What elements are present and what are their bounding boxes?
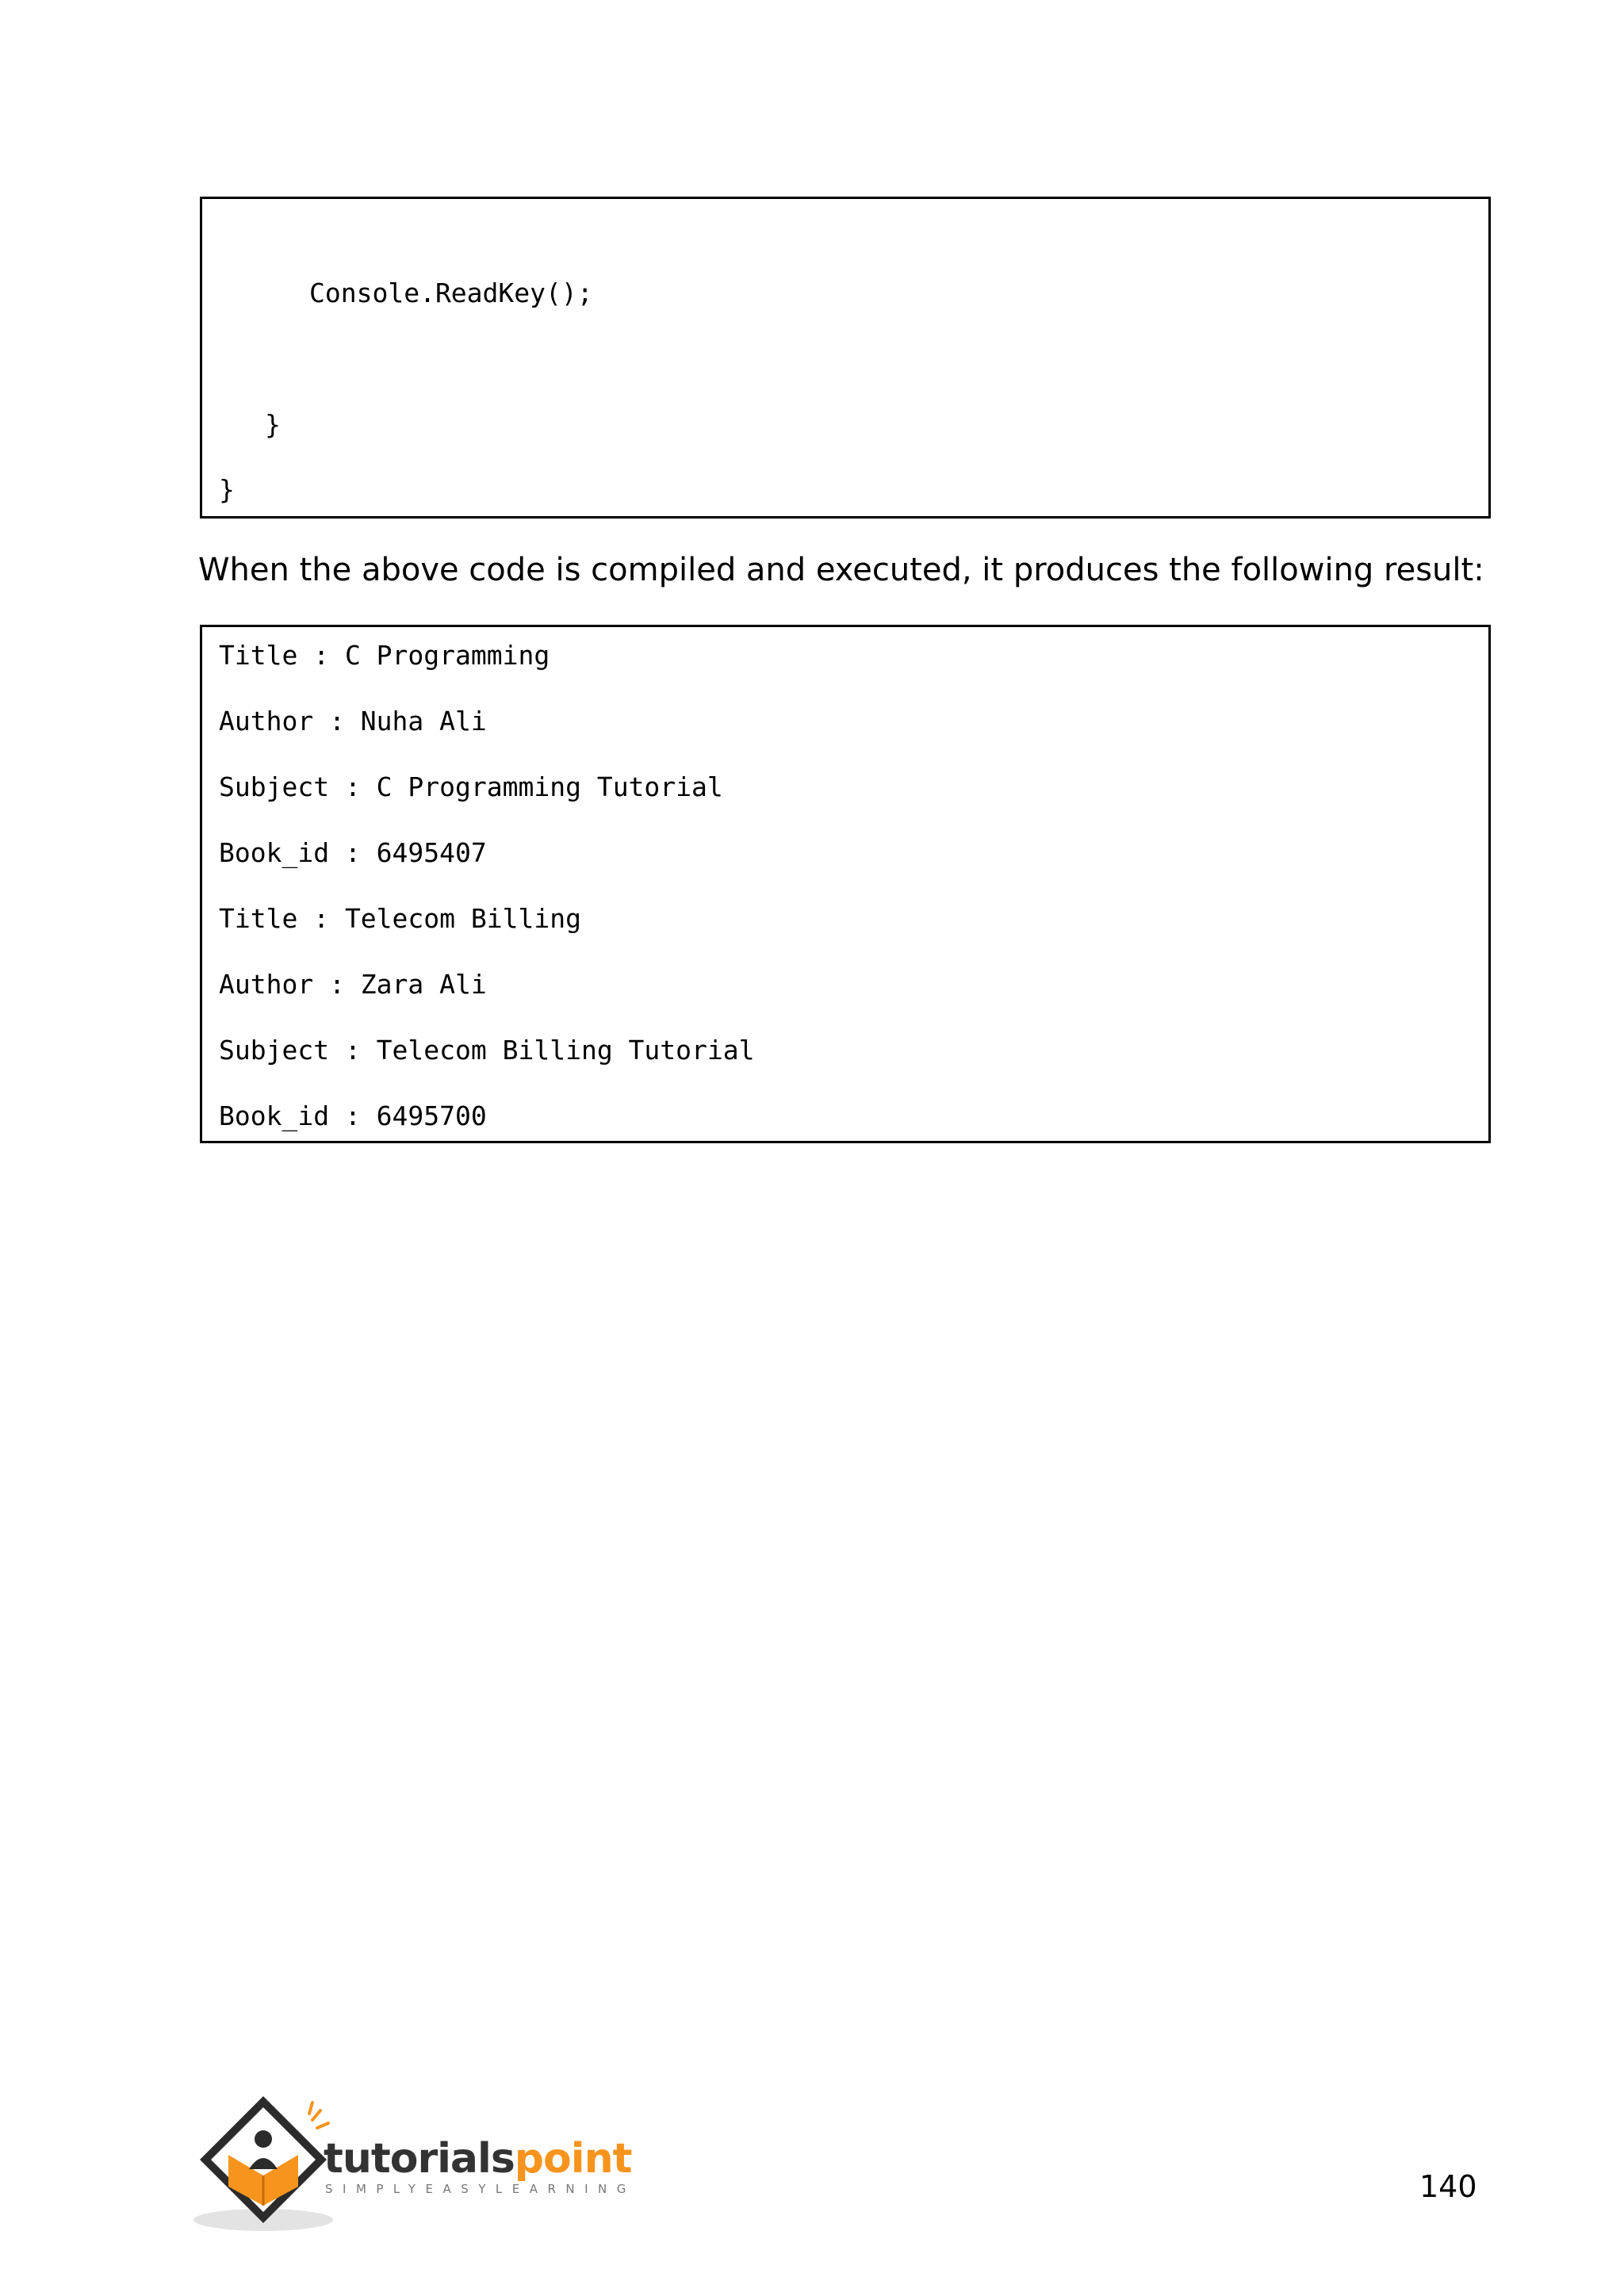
code-block [200, 197, 1491, 519]
output-line: Title : Telecom Billing [219, 903, 581, 934]
page-number: 140 [1419, 2169, 1477, 2204]
code-line: } [265, 409, 281, 440]
logo-graphic [193, 2093, 653, 2236]
output-line: Author : Nuha Ali [219, 706, 487, 737]
person-head-icon [255, 2130, 272, 2148]
logo-word-accent: point [514, 2135, 632, 2183]
logo-tagline: SIMPLYEASYLEARNING [325, 2182, 636, 2196]
output-line: Book_id : 6495700 [219, 1100, 487, 1131]
code-line: } [219, 474, 235, 505]
code-line: Console.ReadKey(); [309, 277, 593, 308]
output-line: Subject : C Programming Tutorial [219, 771, 723, 802]
output-line: Author : Zara Ali [219, 969, 487, 1000]
logo-wordmark [324, 2135, 632, 2183]
output-block [200, 625, 1491, 1143]
logo-word-primary: tutorials [324, 2135, 515, 2183]
output-line: Book_id : 6495407 [219, 837, 487, 868]
output-line: Title : C Programming [219, 640, 550, 671]
result-intro-paragraph: When the above code is compiled and executed, it produces the following result: [198, 552, 1484, 588]
tutorialspoint-logo [193, 2093, 653, 2236]
spark-icon [309, 2103, 328, 2128]
output-line: Subject : Telecom Billing Tutorial [219, 1035, 755, 1066]
